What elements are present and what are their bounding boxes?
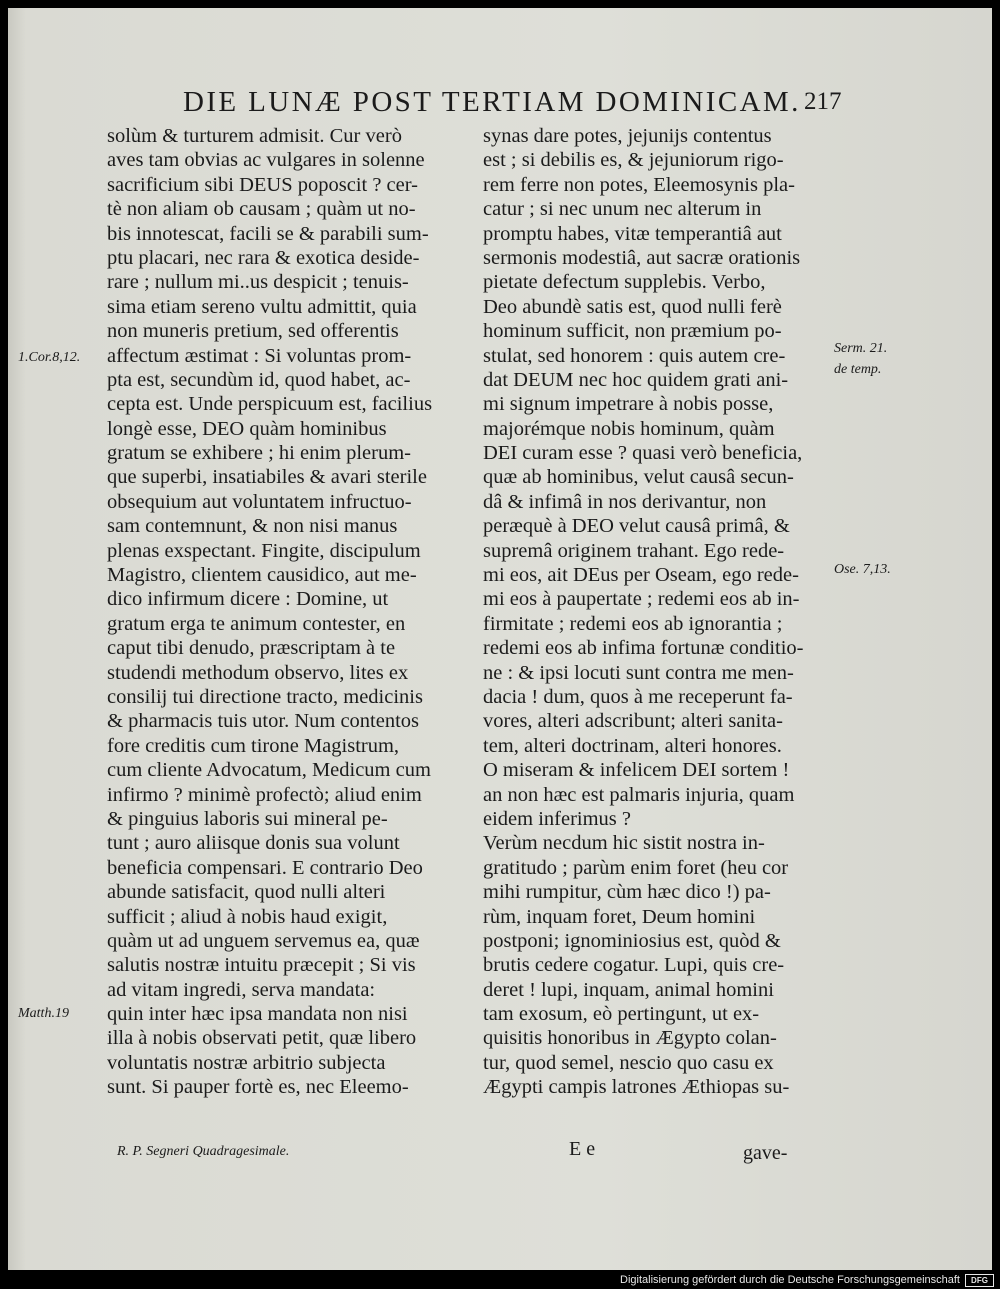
running-title: DIE LUNÆ POST TERTIAM DOMINICAM.	[183, 86, 801, 118]
text-line: mi eos à paupertate ; redemi eos ab in-	[483, 588, 800, 611]
text-line: sufficit ; aliud à nobis haud exigit,	[107, 905, 388, 928]
text-line: longè esse, DEO quàm hominibus	[107, 417, 387, 440]
text-line: Magistro, clientem causidico, aut me-	[107, 564, 417, 587]
text-line: mi signum impetrare à nobis posse,	[483, 393, 774, 416]
text-line: synas dare potes, jejunijs contentus	[483, 125, 772, 147]
signature-mark: E e	[569, 1138, 596, 1160]
page-number: 217	[804, 88, 842, 115]
text-line: dico infirmum dicere : Domine, ut	[107, 588, 389, 611]
text-line: non muneris pretium, sed offerentis	[107, 320, 399, 343]
text-line: ptu placari, nec rara & exotica deside-	[107, 246, 420, 269]
text-line: abunde satisfacit, quod nulli alteri	[107, 881, 386, 904]
text-line: DEI curam esse ? quasi verò beneficia,	[483, 442, 803, 465]
text-line: quisitis honoribus in Ægypto colan-	[483, 1027, 777, 1050]
marginal-note-matthew: Matth.19	[18, 1006, 69, 1021]
text-line: peræquè à DEO velut causâ primâ, &	[483, 515, 790, 538]
marginal-note-sermon: Serm. 21.	[834, 341, 888, 356]
text-line: dâ & infimâ in nos derivantur, non	[483, 490, 767, 513]
text-line: studendi methodum observo, lites ex	[107, 661, 409, 684]
text-line: sermonis modestiâ, aut sacræ orationis	[483, 246, 801, 269]
text-line: illa à nobis observati petit, quæ libero	[107, 1027, 417, 1050]
text-line: eidem inferimus ?	[483, 807, 632, 830]
text-line: ad vitam ingredi, serva mandata:	[107, 978, 376, 1001]
text-line: consilij tui directione tracto, medicinis	[107, 685, 423, 708]
text-line: solùm & turturem admisit. Cur verò	[107, 125, 402, 147]
text-line: rùm, inquam foret, Deum homini	[483, 905, 756, 928]
text-line: tè non aliam ob causam ; quàm ut no-	[107, 198, 416, 221]
text-line: gratum erga te animum contester, en	[107, 612, 406, 635]
text-line: pietate defectum supplebis. Verbo,	[483, 271, 766, 294]
text-line: tunt ; auro aliisque donis sua volunt	[107, 832, 400, 855]
text-line: dacia ! dum, quos à me receperunt fa-	[483, 685, 793, 708]
text-line: que superbi, insatiabiles & avari sterile	[107, 466, 427, 489]
text-line: quàm ut ad unguem servemus ea, quæ	[107, 929, 420, 952]
text-line: aves tam obvias ac vulgares in solenne	[107, 149, 425, 172]
text-line: ne : & ipsi locuti sunt contra me men-	[483, 661, 794, 684]
text-line: gratum se exhibere ; hi enim plerum-	[107, 442, 411, 465]
text-line: redemi eos ab infima fortunæ conditio-	[483, 637, 804, 660]
text-line: rare ; nullum mi..us despicit ; tenuis-	[107, 271, 409, 294]
text-line: pta est, secundùm id, quod habet, ac-	[107, 368, 411, 391]
marginal-note-osee: Ose. 7,13.	[834, 562, 891, 577]
text-line: obsequium aut voluntatem infructuo-	[107, 490, 412, 513]
right-text-column	[483, 124, 828, 1100]
text-line: affectum æstimat : Si voluntas prom-	[107, 344, 412, 367]
digitization-credit: Digitalisierung gefördert durch die Deutsche Forschungsgemeinschaft	[620, 1274, 960, 1286]
printer-mark: R. P. Segneri Quadragesimale.	[117, 1144, 290, 1159]
text-line: mi eos, ait DEus per Oseam, ego rede-	[483, 564, 799, 587]
text-line: catur ; si nec unum nec alterum in	[483, 198, 762, 221]
text-line: sacrificium sibi DEUS poposcit ? cer-	[107, 173, 418, 196]
text-line: salutis nostræ intuitu præcepit ; Si vis	[107, 954, 416, 977]
text-line: promptu habes, vitæ temperantiâ aut	[483, 222, 782, 245]
text-line: Deo abundè satis est, quod nulli ferè	[483, 295, 782, 318]
text-line: beneficia compensari. E contrario Deo	[107, 856, 423, 879]
text-line: voluntatis nostræ arbitrio subjecta	[107, 1051, 386, 1074]
text-line: stulat, sed honorem : quis autem cre-	[483, 344, 786, 367]
text-line: firmitate ; redemi eos ab ignorantia ;	[483, 612, 783, 635]
text-line: gratitudo ; parùm enim foret (heu cor	[483, 856, 789, 879]
text-line: tam exosum, eò pertingunt, ut ex-	[483, 1003, 760, 1026]
text-line: sima etiam sereno vultu admittit, quia	[107, 295, 417, 318]
text-line: an non hæc est palmaris injuria, quam	[483, 783, 795, 806]
text-line: infirmo ? minimè profectò; aliud enim	[107, 783, 422, 806]
text-line: supremâ originem trahant. Ego rede-	[483, 539, 785, 562]
text-line: Verùm necdum hic sistit nostra in-	[483, 832, 765, 855]
text-line: cum cliente Advocatum, Medicum cum	[107, 759, 431, 782]
text-line: tur, quod semel, nescio quo casu ex	[483, 1051, 774, 1074]
text-line: & pinguius laboris sui mineral pe-	[107, 807, 388, 830]
text-line: & pharmacis tuis utor. Num contentos	[107, 710, 420, 733]
text-line: brutis cedere cogatur. Lupi, quis cre-	[483, 954, 785, 977]
text-line: tem, alteri doctrinam, alteri honores.	[483, 734, 782, 757]
text-line: hominum sufficit, non præmium po-	[483, 320, 782, 343]
text-line: vores, alteri adscribunt; alteri sanita-	[483, 710, 783, 733]
text-line: mihi rumpitur, cùm hæc dico !) pa-	[483, 881, 771, 904]
book-page	[8, 8, 992, 1270]
text-line: cepta est. Unde perspicuum est, facilius	[107, 393, 433, 416]
text-line: quin inter hæc ipsa mandata non nisi	[107, 1003, 408, 1026]
text-line: sunt. Si pauper fortè es, nec Eleemo-	[107, 1076, 409, 1099]
text-line: est ; si debilis es, & jejuniorum rigo-	[483, 149, 784, 172]
left-text-column	[107, 124, 462, 1100]
dfg-logo: DFG	[965, 1274, 994, 1287]
text-line: rem ferre non potes, Eleemosynis pla-	[483, 173, 795, 196]
text-line: dat DEUM nec hoc quidem grati ani-	[483, 368, 789, 391]
text-line: caput tibi denudo, præscriptam à te	[107, 637, 396, 660]
text-line: majorémque nobis hominum, quàm	[483, 417, 775, 440]
text-line: quæ ab hominibus, velut causâ secun-	[483, 466, 794, 489]
marginal-note-corinthians: 1.Cor.8,12.	[18, 350, 81, 365]
text-line: O miseram & infelicem DEI sortem !	[483, 759, 790, 782]
text-line: deret ! lupi, inquam, animal homini	[483, 978, 774, 1001]
text-line: postponi; ignominiosius est, quòd &	[483, 929, 781, 952]
text-line: sam contemnunt, & non nisi manus	[107, 515, 398, 538]
text-line: fore creditis cum tirone Magistrum,	[107, 734, 400, 757]
catchword: gave-	[743, 1142, 788, 1164]
marginal-note-sermon-detail: de temp.	[834, 362, 882, 377]
text-line: Ægypti campis latrones Æthiopas su-	[483, 1076, 790, 1099]
text-line: bis innotescat, facili se & parabili sum-	[107, 222, 429, 245]
text-line: plenas exspectant. Fingite, discipulum	[107, 539, 421, 562]
